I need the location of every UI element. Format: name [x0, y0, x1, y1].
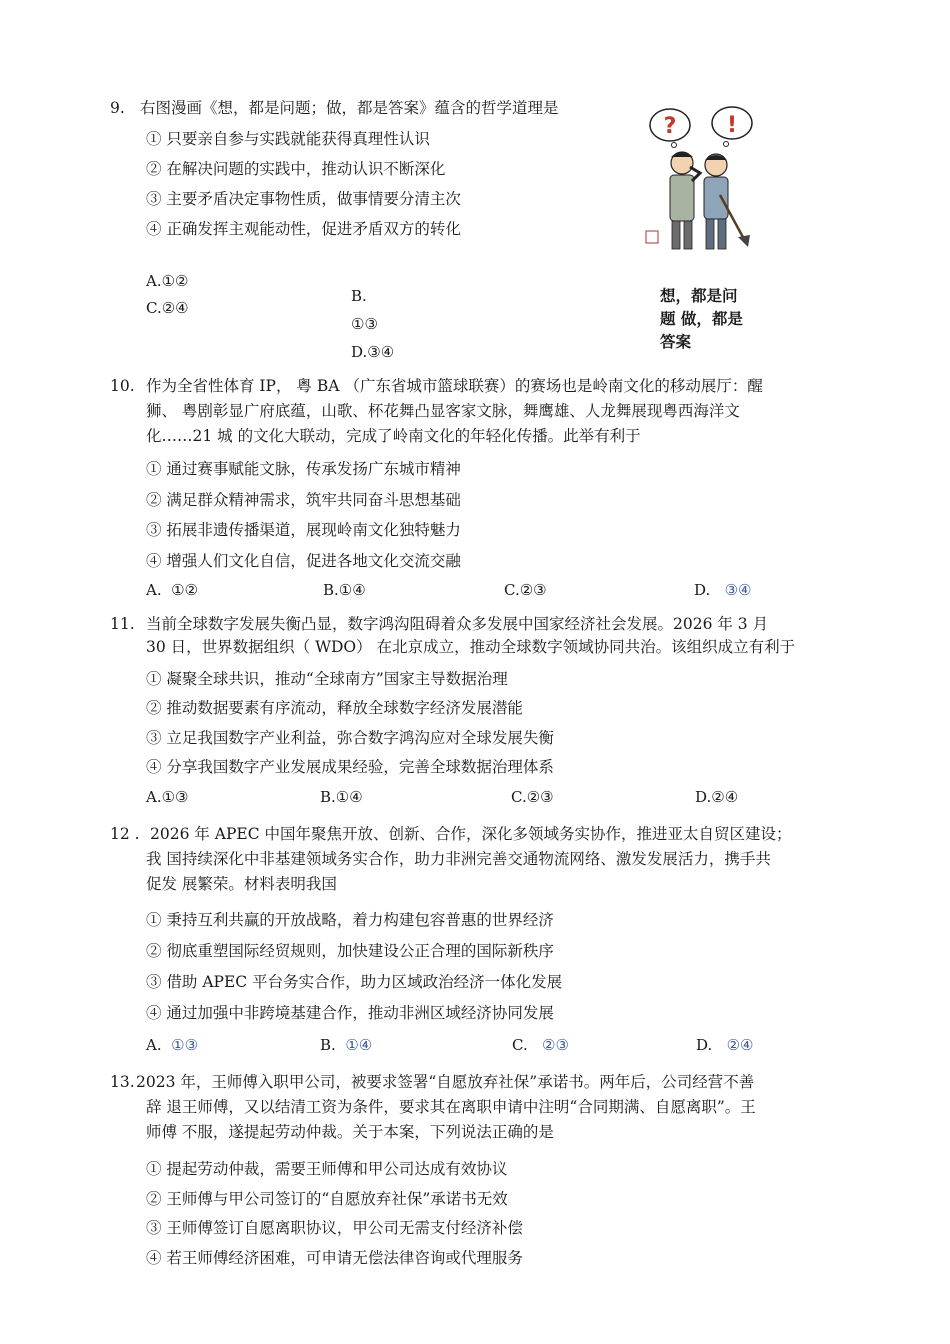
- q12-choice-b[interactable]: [320, 1036, 372, 1054]
- q9-stem: 右图漫画《想，都是问题；做，都是答案》蕴含的哲学道理是: [140, 99, 559, 117]
- q9-option-1: ① 只要亲自参与实践就能获得真理性认识: [146, 130, 430, 148]
- q9-choice-b-value: ①③: [351, 315, 378, 333]
- q13-stem-line-3: 师傅 不服，遂提起劳动仲裁。关于本案，下列说法正确的是: [146, 1123, 554, 1141]
- q11-option-1: ① 凝聚全球共识，推动“全球南方”国家主导数据治理: [146, 670, 508, 688]
- q9-choice-d[interactable]: D.③④: [351, 343, 395, 361]
- q10-option-3: ③ 拓展非遗传播渠道，展现岭南文化独特魅力: [146, 521, 461, 539]
- q10-choice-d[interactable]: [694, 581, 751, 599]
- q10-option-4: ④ 增强人们文化自信，促进各地文化交流交融: [146, 552, 461, 570]
- q13-stem-line-2: 辞 退王师傅，又以结清工资为条件，要求其在离职申请中注明“合同期满、自愿离职”。王: [146, 1098, 756, 1116]
- q10-option-1: ① 通过赛事赋能文脉，传承发扬广东城市精神: [146, 460, 461, 478]
- q13-stem-line-1: 2023 年，王师傅入职甲公司，被要求签署“自愿放弃社保”承诺书。两年后，公司经营不善: [136, 1073, 755, 1091]
- q10-option-2: ② 满足群众精神需求，筑牢共同奋斗思想基础: [146, 491, 461, 509]
- q11-choice-a[interactable]: A.①③: [146, 788, 189, 806]
- cartoon-image: [640, 105, 760, 255]
- q12-choice-d[interactable]: [696, 1036, 753, 1054]
- question-bubble: [650, 109, 690, 148]
- q12-stem-line-2: 我 国持续深化中非基建领域务实合作，助力非洲完善交通物流网络、激发发展活力，携手共: [146, 850, 771, 868]
- q9-choice-b-letter: B.: [351, 287, 367, 305]
- q10-choice-c[interactable]: C.②③: [504, 581, 547, 599]
- q10-choice-b[interactable]: B.①④: [323, 581, 366, 599]
- q9-choice-c[interactable]: C.②④: [146, 299, 189, 317]
- cartoon-caption-line-1: 想，都是问: [660, 287, 738, 305]
- q12-choice-a-value: ①③: [171, 1036, 199, 1054]
- question-mark: ?: [663, 114, 677, 139]
- q11-stem-line-2: 30 日，世界数据组织（ WDO） 在北京成立，推动全球数字领域协同共治。该组织成立有利于: [146, 638, 796, 656]
- q12-option-3: ③ 借助 APEC 平台务实合作，助力区域政治经济一体化发展: [146, 973, 563, 991]
- cartoon-caption-line-2: 题 做，都是: [660, 310, 743, 328]
- q10-number: 10.: [110, 377, 135, 395]
- q10-stem-line-1: 作为全省性体育 IP， 粤 BA （广东省城市篮球联赛）的赛场也是岭南文化的移动展厅：醒: [146, 377, 763, 395]
- q10-choice-a-value: ①②: [171, 581, 199, 599]
- q10-stem-line-3: 化……21 城 的文化大联动，完成了岭南文化的年轻化传播。此举有利于: [146, 427, 641, 445]
- q9-choice-b[interactable]: [351, 287, 367, 305]
- q13-option-3: ③ 王师傅签订自愿离职协议，甲公司无需支付经济补偿: [146, 1219, 523, 1237]
- q13-option-4: ④ 若王师傅经济困难，可申请无偿法律咨询或代理服务: [146, 1249, 523, 1267]
- q12-option-4: ④ 通过加强中非跨境基建合作，推动非洲区域经济协同发展: [146, 1004, 554, 1022]
- q13-option-1: ① 提起劳动仲裁，需要王师傅和甲公司达成有效协议: [146, 1160, 508, 1178]
- seal-stamp: [646, 231, 658, 243]
- q12-choice-b-letter: B.: [320, 1036, 336, 1054]
- q9-option-4: ④ 正确发挥主观能动性，促进矛盾双方的转化: [146, 220, 461, 238]
- q11-choice-d[interactable]: D.②④: [695, 788, 739, 806]
- q12-stem-line-3: 促发 展繁荣。材料表明我国: [146, 875, 337, 893]
- exclamation-mark: !: [726, 113, 738, 138]
- q10-choice-a-letter: A.: [146, 581, 162, 599]
- q12-choice-a-letter: A.: [146, 1036, 162, 1054]
- q9-choice-a[interactable]: A.①②: [146, 272, 189, 290]
- q10-choice-d-value: ③④: [724, 581, 752, 599]
- working-man: [704, 154, 750, 249]
- q12-choice-d-letter: D.: [696, 1036, 713, 1054]
- q13-option-2: ② 王师傅与甲公司签订的“自愿放弃社保”承诺书无效: [146, 1190, 508, 1208]
- q10-choice-d-letter: D.: [694, 581, 711, 599]
- q10-choice-a[interactable]: [146, 581, 198, 599]
- q12-choice-c-value: ②③: [542, 1036, 569, 1054]
- q12-choice-b-value: ①④: [345, 1036, 373, 1054]
- q12-option-2: ② 彻底重塑国际经贸规则，加快建设公正合理的国际新秩序: [146, 942, 554, 960]
- q11-option-4: ④ 分享我国数字产业发展成果经验，完善全球数据治理体系: [146, 758, 554, 776]
- q12-choice-a[interactable]: [146, 1036, 198, 1054]
- q9-number: 9.: [110, 99, 125, 117]
- cartoon-caption-line-3: 答案: [660, 333, 692, 351]
- q11-number: 11.: [110, 615, 135, 633]
- q12-number: 12 .: [110, 825, 140, 843]
- q11-stem-line-1: 当前全球数字发展失衡凸显，数字鸿沟阻碍着众多发展中国家经济社会发展。2026 年 3 月: [146, 615, 769, 633]
- q12-choice-d-value: ②④: [726, 1036, 754, 1054]
- q12-option-1: ① 秉持互利共赢的开放战略，着力构建包容普惠的世界经济: [146, 911, 554, 929]
- thinking-man: [670, 152, 700, 249]
- q11-choice-b[interactable]: B.①④: [320, 788, 363, 806]
- q11-choice-c[interactable]: C.②③: [511, 788, 554, 806]
- q12-choice-c[interactable]: [512, 1036, 569, 1054]
- q11-option-2: ② 推动数据要素有序流动，释放全球数字经济发展潜能: [146, 699, 523, 717]
- exclamation-bubble: [712, 107, 752, 147]
- q12-stem-line-1: 2026 年 APEC 中国年聚焦开放、创新、合作，深化多领域务实协作，推进亚太自贸区建设；: [150, 825, 792, 843]
- q10-stem-line-2: 狮、 粤剧彰显广府底蕴，山歌、杯花舞凸显客家文脉，舞鹰雄、人龙舞展现粤西海洋文: [146, 402, 740, 420]
- q9-option-3: ③ 主要矛盾决定事物性质，做事情要分清主次: [146, 190, 461, 208]
- q13-number: 13.: [110, 1073, 135, 1091]
- q11-option-3: ③ 立足我国数字产业利益，弥合数字鸿沟应对全球发展失衡: [146, 729, 554, 747]
- q9-option-2: ② 在解决问题的实践中，推动认识不断深化: [146, 160, 446, 178]
- q12-choice-c-letter: C.: [512, 1036, 528, 1054]
